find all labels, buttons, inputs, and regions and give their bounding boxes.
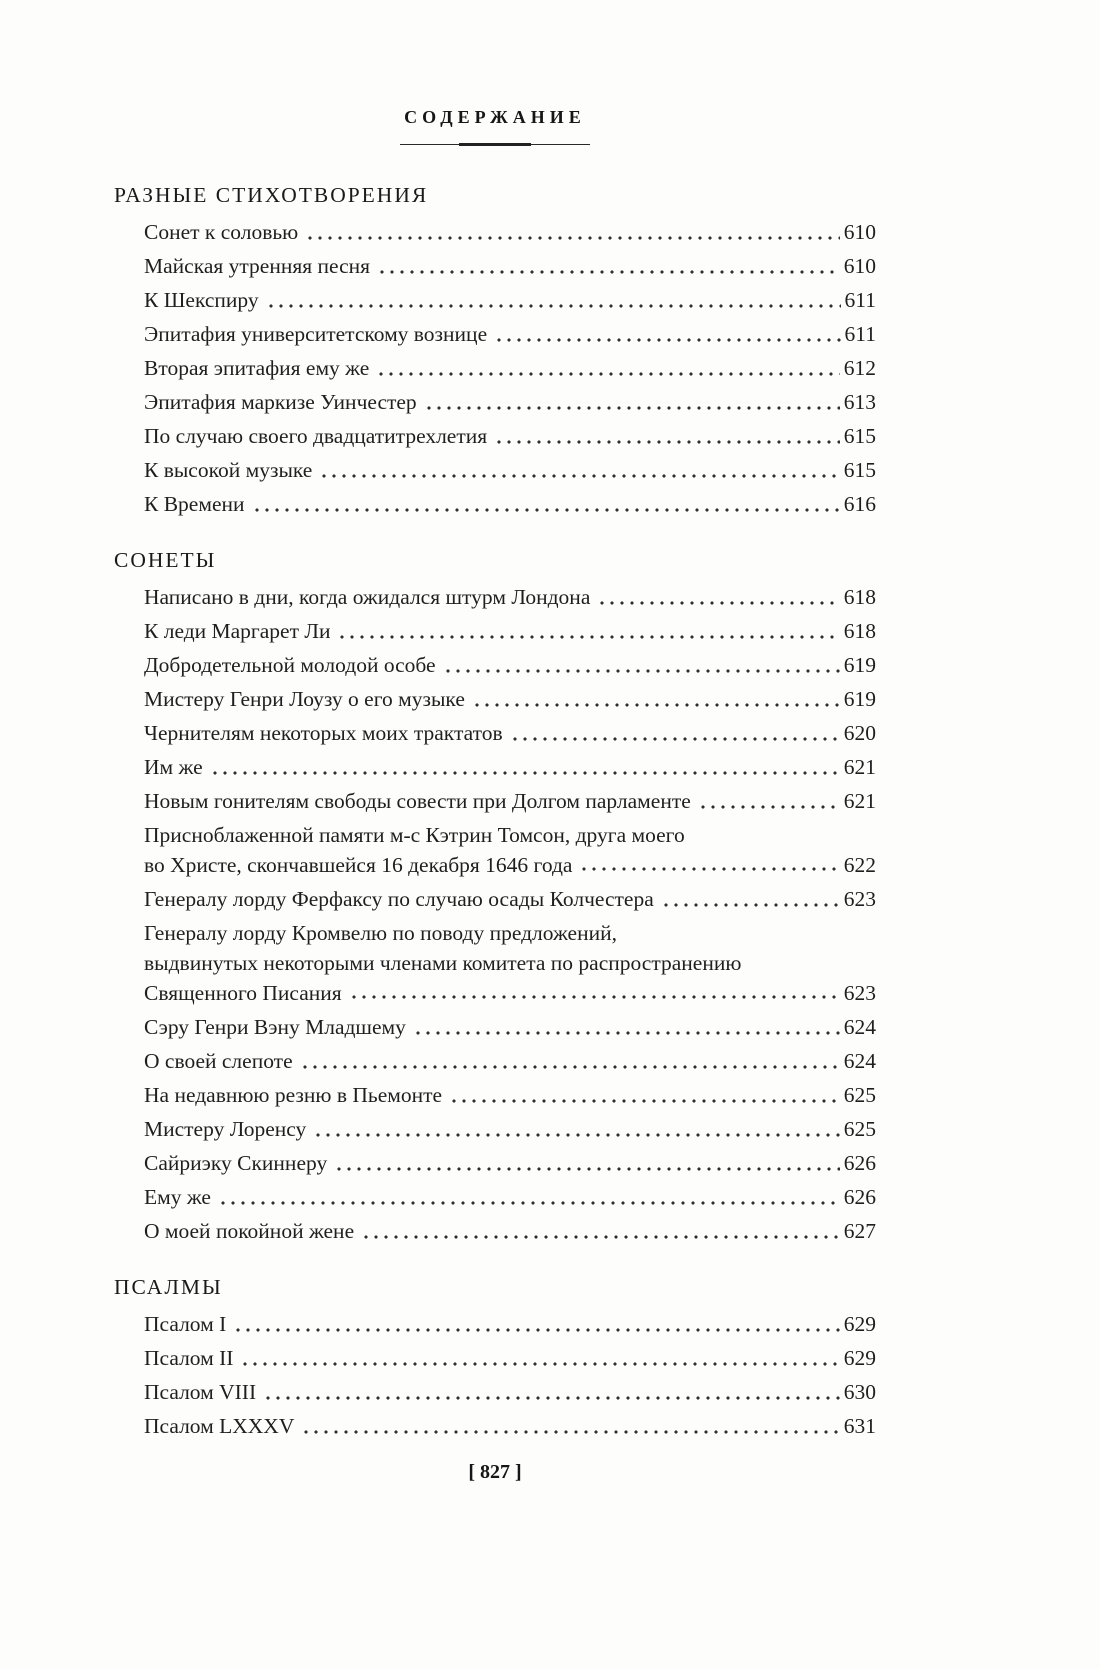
dot-leader bbox=[210, 750, 840, 784]
entry-title: К высокой музыке bbox=[144, 458, 313, 482]
toc-entry bbox=[144, 1010, 876, 1044]
toc-entry bbox=[144, 351, 876, 385]
toc-entry bbox=[144, 1341, 876, 1375]
toc-section-raznye-stihotvoreniya bbox=[114, 182, 876, 521]
toc-entry bbox=[144, 882, 876, 916]
toc-entry bbox=[144, 1044, 876, 1078]
entry-title: Эпитафия маркизе Уинчестер bbox=[144, 390, 417, 414]
toc-section-sonety bbox=[114, 547, 876, 1248]
entry-title: По случаю своего двадцатитрехлетия bbox=[144, 424, 488, 448]
section-heading: СОНЕТЫ bbox=[114, 548, 217, 572]
entry-title: Сонет к соловью bbox=[144, 220, 299, 244]
entry-title: Сэру Генри Вэну Младшему bbox=[144, 1015, 406, 1039]
dot-leader bbox=[377, 249, 840, 283]
dot-leader bbox=[376, 351, 839, 385]
dot-leader bbox=[510, 716, 840, 750]
dot-leader bbox=[334, 1146, 840, 1180]
entry-page-number: 619 bbox=[843, 653, 876, 677]
dot-leader bbox=[252, 487, 840, 521]
entry-page-number: 615 bbox=[843, 424, 876, 448]
toc-entry bbox=[144, 1214, 876, 1248]
entry-title: Добродетельной молодой особе bbox=[144, 653, 436, 677]
toc-entry bbox=[144, 648, 876, 682]
dot-leader bbox=[240, 1341, 839, 1375]
toc-entry bbox=[144, 1112, 876, 1146]
entry-title: Священного Писания bbox=[144, 981, 342, 1005]
dot-leader bbox=[313, 1112, 839, 1146]
toc-entry bbox=[144, 614, 876, 648]
page-title: СОДЕРЖАНИЕ bbox=[404, 107, 586, 127]
toc-entry bbox=[144, 1180, 876, 1214]
entry-page-number: 626 bbox=[843, 1185, 876, 1209]
dot-leader bbox=[266, 283, 841, 317]
entry-page-number: 610 bbox=[843, 220, 876, 244]
entry-title-line: выдвинутых некоторыми членами комитета по распространению bbox=[144, 951, 742, 975]
dot-leader bbox=[337, 614, 839, 648]
toc-entry bbox=[144, 385, 876, 419]
table-of-contents bbox=[114, 182, 876, 1443]
entry-title: во Христе, скончавшейся 16 декабря 1646 года bbox=[144, 853, 573, 877]
entry-page-number: 629 bbox=[843, 1312, 876, 1336]
entry-title-line: Присноблаженной памяти м-с Кэтрин Томсон, друга моего bbox=[144, 823, 685, 847]
dot-leader bbox=[698, 784, 840, 818]
entry-page-number: 618 bbox=[843, 585, 876, 609]
dot-leader bbox=[579, 850, 839, 880]
entry-title: Эпитафия университетскому вознице bbox=[144, 322, 488, 346]
title-rule-center bbox=[459, 143, 531, 146]
dot-leader bbox=[661, 882, 840, 916]
entry-title: К леди Маргарет Ли bbox=[144, 619, 331, 643]
toc-entry bbox=[144, 750, 876, 784]
entry-page-number: 631 bbox=[843, 1414, 876, 1438]
section-heading: РАЗНЫЕ СТИХОТВОРЕНИЯ bbox=[114, 183, 429, 207]
section-heading: ПСАЛМЫ bbox=[114, 1275, 223, 1299]
entry-page-number: 624 bbox=[843, 1049, 876, 1073]
title-rule bbox=[400, 143, 590, 146]
page-footer bbox=[114, 1459, 876, 1485]
entry-page-number: 619 bbox=[843, 687, 876, 711]
entry-page-number: 615 bbox=[843, 458, 876, 482]
entry-page-number: 629 bbox=[843, 1346, 876, 1370]
dot-leader bbox=[361, 1214, 840, 1248]
toc-entry bbox=[144, 1146, 876, 1180]
entry-page-number: 616 bbox=[843, 492, 876, 516]
section-entries bbox=[114, 580, 876, 1248]
entry-page-number: 610 bbox=[843, 254, 876, 278]
toc-entry bbox=[144, 1375, 876, 1409]
entry-page-number: 612 bbox=[843, 356, 876, 380]
entry-title: Сайриэку Скиннеру bbox=[144, 1151, 328, 1175]
entry-title: Написано в дни, когда ожидался штурм Лондона bbox=[144, 585, 591, 609]
toc-entry bbox=[144, 283, 876, 317]
entry-title: Псалом LXXXV bbox=[144, 1414, 295, 1438]
entry-title: К Шекспиру bbox=[144, 288, 259, 312]
dot-leader bbox=[449, 1078, 840, 1112]
dot-leader bbox=[494, 419, 840, 453]
toc-entry bbox=[144, 916, 876, 1010]
entry-page-number: 622 bbox=[843, 853, 876, 877]
dot-leader bbox=[233, 1307, 839, 1341]
entry-title-line: Генералу лорду Кромвелю по поводу предложений, bbox=[144, 921, 617, 945]
dot-leader bbox=[218, 1180, 840, 1214]
dot-leader bbox=[300, 1044, 840, 1078]
entry-page-number: 623 bbox=[843, 981, 876, 1005]
toc-entry bbox=[144, 487, 876, 521]
toc-entry bbox=[144, 1409, 876, 1443]
entry-page-number: 625 bbox=[843, 1083, 876, 1107]
toc-entry bbox=[144, 1307, 876, 1341]
entry-title: Чернителям некоторых моих трактатов bbox=[144, 721, 503, 745]
toc-entry bbox=[144, 682, 876, 716]
entry-title: Псалом II bbox=[144, 1346, 234, 1370]
entry-page-number: 613 bbox=[843, 390, 876, 414]
entry-page-number: 627 bbox=[843, 1219, 876, 1243]
entry-title: Мистеру Генри Лоузу о его музыке bbox=[144, 687, 465, 711]
entry-title: Псалом VIII bbox=[144, 1380, 257, 1404]
toc-entry bbox=[144, 1078, 876, 1112]
entry-title: На недавнюю резню в Пьемонте bbox=[144, 1083, 443, 1107]
dot-leader bbox=[305, 215, 840, 249]
toc-entry bbox=[144, 818, 876, 882]
dot-leader bbox=[349, 978, 840, 1008]
toc-entry bbox=[144, 784, 876, 818]
entry-page-number: 626 bbox=[843, 1151, 876, 1175]
toc-entry bbox=[144, 453, 876, 487]
page-header bbox=[114, 104, 876, 146]
entry-page-number: 625 bbox=[843, 1117, 876, 1141]
entry-title: Ему же bbox=[144, 1185, 211, 1209]
entry-page-number: 611 bbox=[844, 322, 876, 346]
dot-leader bbox=[319, 453, 839, 487]
dot-leader bbox=[472, 682, 840, 716]
entry-title: Им же bbox=[144, 755, 203, 779]
toc-entry bbox=[144, 317, 876, 351]
entry-page-number: 620 bbox=[843, 721, 876, 745]
entry-page-number: 611 bbox=[844, 288, 876, 312]
entry-page-number: 618 bbox=[843, 619, 876, 643]
entry-title: О своей слепоте bbox=[144, 1049, 293, 1073]
entry-title: К Времени bbox=[144, 492, 245, 516]
entry-page-number: 623 bbox=[843, 887, 876, 911]
dot-leader bbox=[413, 1010, 840, 1044]
entry-title: Вторая эпитафия ему же bbox=[144, 356, 370, 380]
entry-title: Псалом I bbox=[144, 1312, 227, 1336]
toc-entry bbox=[144, 249, 876, 283]
entry-page-number: 621 bbox=[843, 789, 876, 813]
dot-leader bbox=[443, 648, 840, 682]
entry-page-number: 621 bbox=[843, 755, 876, 779]
entry-page-number: 624 bbox=[843, 1015, 876, 1039]
toc-entry bbox=[144, 716, 876, 750]
entry-title: Мистеру Лоренсу bbox=[144, 1117, 307, 1141]
entry-title: Генералу лорду Ферфаксу по случаю осады Колчестера bbox=[144, 887, 654, 911]
entry-title: О моей покойной жене bbox=[144, 1219, 355, 1243]
page-content bbox=[114, 104, 876, 1485]
toc-entry bbox=[144, 215, 876, 249]
toc-section-psalmy bbox=[114, 1274, 876, 1443]
dot-leader bbox=[301, 1409, 839, 1443]
entry-page-number: 630 bbox=[843, 1380, 876, 1404]
dot-leader bbox=[494, 317, 840, 351]
toc-entry bbox=[144, 580, 876, 614]
dot-leader bbox=[597, 580, 839, 614]
dot-leader bbox=[424, 385, 840, 419]
entry-title: Новым гонителям свободы совести при Долгом парламенте bbox=[144, 789, 691, 813]
folio-page-number: [ 827 ] bbox=[468, 1461, 522, 1483]
section-entries bbox=[114, 215, 876, 521]
dot-leader bbox=[263, 1375, 840, 1409]
toc-entry bbox=[144, 419, 876, 453]
entry-title: Майская утренняя песня bbox=[144, 254, 371, 278]
section-entries bbox=[114, 1307, 876, 1443]
